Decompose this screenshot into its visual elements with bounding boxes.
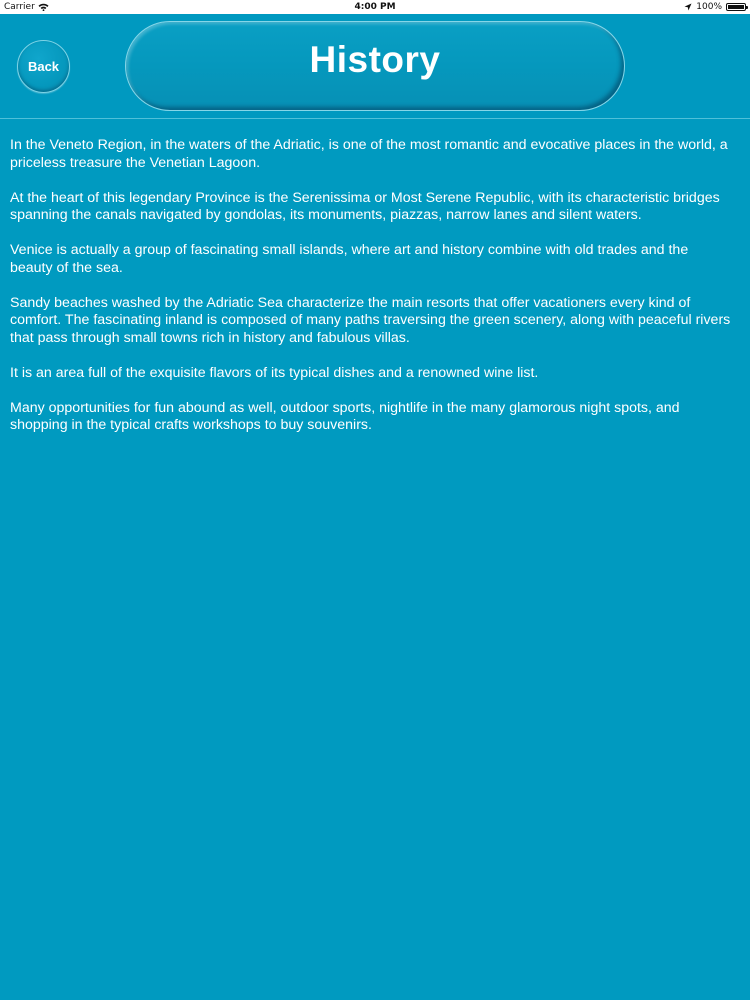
paragraph: At the heart of this legendary Province is the Serenissima or Most Serene Republic, with its characteristic bridges spanning the canals navigated by gondolas, its monuments, piazzas, narrow lanes and silent waters.: [10, 189, 720, 223]
paragraph: Venice is actually a group of fascinating small islands, where art and history combine with old trades and the beauty of the sea.: [10, 242, 689, 276]
battery-icon: [726, 3, 746, 11]
status-time: 4:00 PM: [354, 2, 396, 12]
paragraph: Many opportunities for fun abound as well, outdoor sports, nightlife in the many glamorous night spots, and shopping in the typical crafts workshops to buy souvenirs.: [10, 399, 680, 433]
title-pill: [125, 21, 625, 111]
battery-fill: [728, 5, 744, 9]
status-bar: [0, 0, 750, 14]
location-arrow-icon: [684, 3, 692, 11]
page-title: History: [309, 39, 441, 80]
back-button[interactable]: Back: [17, 40, 70, 93]
status-right: [684, 0, 746, 14]
history-text: [10, 137, 732, 452]
paragraph: In the Veneto Region, in the waters of the Adriatic, is one of the most romantic and evocative places in the world, a priceless treasure the Venetian Lagoon.: [10, 137, 728, 171]
header-bar: [0, 14, 750, 119]
paragraph: Sandy beaches washed by the Adriatic Sea characterize the main resorts that offer vacationers every kind of comfort. The fascinating inland is composed of many paths traversing the green scenery, along with peaceful rivers that pass through small towns rich in history and fabulous villas.: [10, 294, 731, 346]
carrier-label: Carrier: [4, 2, 35, 12]
paragraph: It is an area full of the exquisite flavors of its typical dishes and a renowned wine list.: [10, 364, 539, 381]
battery-percent: 100%: [696, 2, 722, 12]
